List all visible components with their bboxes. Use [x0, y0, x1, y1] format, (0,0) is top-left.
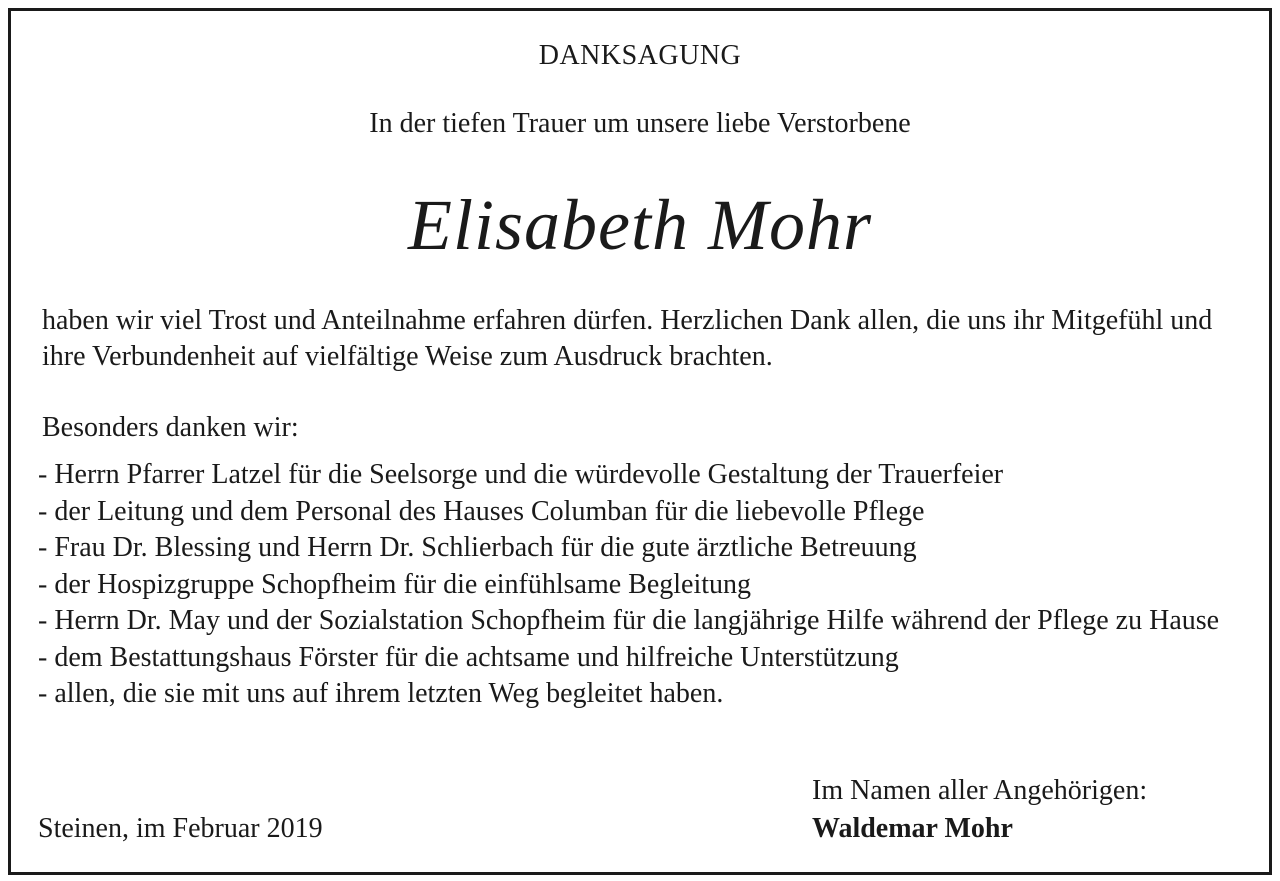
list-item: - Herrn Dr. May und der Sozialstation Schopfheim für die langjährige Hilfe während der Pflege zu Hause — [38, 605, 1220, 636]
list-item: - der Leitung und dem Personal des Hauses Columban für die liebevolle Pflege — [38, 495, 925, 527]
intro-line: In der tiefen Trauer um unsere liebe Verstorbene — [369, 108, 911, 139]
place-date: Steinen, im Februar 2019 — [38, 813, 323, 844]
list-item: - Herrn Pfarrer Latzel für die Seelsorge und die würdevolle Gestaltung der Trauerfeier — [38, 459, 1004, 490]
deceased-name: Elisabeth Mohr — [408, 185, 872, 265]
signoff-line: Im Namen aller Angehörigen: — [812, 775, 1148, 806]
notice-heading: DANKSAGUNG — [538, 40, 742, 71]
list-item: - dem Bestattungshaus Förster für die achtsame und hilfreiche Unterstützung — [38, 641, 899, 673]
list-item: - allen, die sie mit uns auf ihrem letzten Weg begleitet haben. — [38, 678, 724, 709]
thanks-list — [38, 457, 1248, 713]
list-item: - der Hospizgruppe Schopfheim für die einfühlsame Begleitung — [38, 568, 752, 600]
list-item: - Frau Dr. Blessing und Herrn Dr. Schlierbach für die gute ärztliche Betreuung — [38, 532, 917, 563]
thanks-paragraph: haben wir viel Trost und Anteilnahme erfahren dürfen. Herzlichen Dank allen, die uns ihr Mitgefühl und ihre Verbundenheit auf vielfältige Weise zum Ausdruck brachten. — [42, 305, 1213, 372]
signer-name: Waldemar Mohr — [812, 813, 1013, 844]
special-thanks-heading: Besonders danken wir: — [42, 412, 299, 443]
